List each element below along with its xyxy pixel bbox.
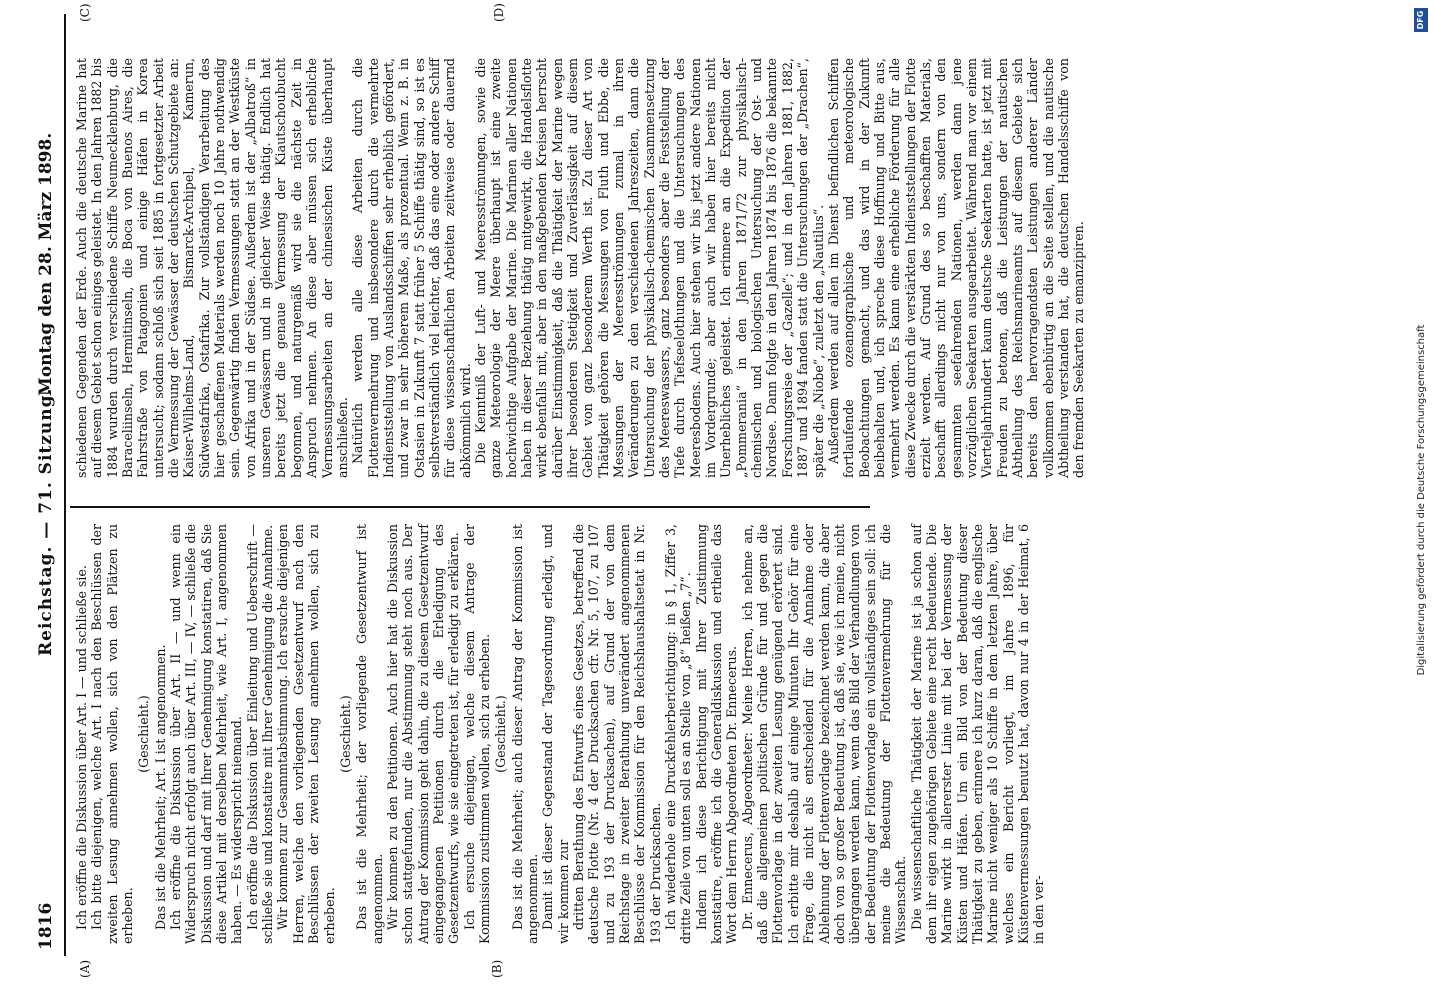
paragraph: Ich ersuche diejenigen, welche diesem Antrage der Kommission zustimmen wollen, sich zu erheben. [461, 524, 492, 944]
page-title: Reichstag. — 71. Sitzung. [36, 387, 56, 656]
paragraph: Das ist die Mehrheit; auch dieser Antrag der Kommission ist angenommen. [509, 524, 540, 944]
page-number: 1816 [36, 902, 56, 950]
paragraph: Wir kommen zur Gesammtabstimmung. Ich ersuche diejenigen Herren, welche den vorliegenden Gesetzentwurf nach den Beschlüssen der zweiten Lesung annehmen wollen, sich zu erheben. [275, 524, 337, 944]
side-note-text: Digitalisierung gefördert durch die Deutsche Forschungsgemeinschaft [1416, 324, 1427, 676]
dfg-logo [1414, 8, 1428, 32]
paragraph: (Geschieht.) [493, 695, 509, 773]
paragraph: Außerdem werden auf allen im Dienst befindlichen Schiffen fortlaufende ozeanographische und meteorologische Beobachtungen gemacht, und das wird in der Zukunft beibehalten und, ich spreche diese Hoffnung und Bitte aus, vermehrt werden. Es kann eine erhebliche Förderung für alle diese Zwecke durch die verstärkten Indienststellungen der Flotte erzielt werden. Auf Grund des so beschafften Materials, beschafft allerdings nicht nur von uns, sondern von den gesammten seefahrenden Nationen, werden dann jene vorzüglichen Seekarten ausgearbeitet. Während man vor einem Vierteljahrhundert kaum deutsche Seekarten hatte, ist jetzt mit Freuden zu betonen, daß die Leistungen der nautischen Abtheilung des Reichsmarineamts auf diesem Gebiete sich bereits den hervorragendsten Leistungen anderer Länder vollkommen ebenbürtig an die Seite stellen, und die nautische Abtheilung verstanden hat, die deutschen Handelsschiffe von den fremden Seekarten zu emanzipiren. [825, 58, 1087, 478]
paragraph: Ich bitte diejenigen, welche Art. I nach den Beschlüssen der zweiten Lesung annehmen wollen, sich von den Plätzen zu erheben. [89, 524, 136, 944]
dfg-logo-text: DFG [1416, 10, 1425, 30]
paragraph: (Geschieht.) [136, 695, 152, 773]
margin-marker-a: (A) [78, 959, 92, 978]
page-header [0, 14, 70, 986]
right-column [74, 58, 1087, 478]
left-column [74, 524, 1047, 944]
side-note [1410, 12, 1434, 988]
paragraph: dritten Berathung des Entwurfs eines Gesetzes, betreffend die deutsche Flotte (Nr. 4 der Drucksachen cfr. Nr. 5, 107, zu 107 und zu 193 der Drucksachen), auf Grund der von dem Reichstage in zweiter Berathung unverändert angenommenen Beschlüsse der Kommission für den Reichshaushaltsetat in Nr. 193 der Drucksachen. [571, 524, 663, 944]
margin-marker-d: (D) [492, 3, 506, 22]
paragraph: Wir kommen zu den Petitionen. Auch hier hat die Diskussion schon stattgefunden, nur die Abstimmung steht noch aus. Der Antrag der Kommission geht dahin, die zu diesem Gesetzentwurf eingegangenen Petitionen durch die Erledigung des Gesetzentwurfs, wie sie eingetreten ist, für erledigt zu erklären. [384, 524, 462, 944]
paragraph: Dr. Ennecerus, Abgeordneter: Meine Herren, ich nehme an, daß die allgemeinen politischen Gründe für und gegen die Flottenvorlage in der zweiten Lesung genügend erörtert sind. Ich erbitte mir deshalb auf einige Minuten Ihr Gehör für eine Frage, die nicht als entscheidend für die Annahme oder Ablehnung der Flottenvorlage bezeichnet werden kann, die aber doch von so großer Bedeutung ist, daß sie, wie ich meine, nicht übergangen werden kann, wenn das Bild der Verhandlungen von der Bedeutung der Flottenvorlage ein vollständiges sein soll: ich meine die Bedeutung der Flottenvermehrung für die Wissenschaft. [739, 524, 909, 944]
paragraph: Die wissenschaftliche Thätigkeit der Marine ist ja schon auf dem ihr eigen zugehörigen Gebiete eine recht bedeutende. Die Marine wirkt in allererster Linie mit bei der Vermessung der Küsten und Häfen. Um ein Bild von der Bedeutung dieser Thätigkeit zu geben, erinnere ich kurz daran, daß die englische Marine nicht weniger als 10 Schiffe in dem letzten Jahre, über welches ein Bericht vorliegt, im Jahre 1896, für Küstenvermessungen benutzt hat, davon nur 4 in der Heimat, 6 in den ver- [908, 524, 1047, 944]
paragraph: Ich wiederhole eine Druckfehlerberichtigung: in § 1, Ziffer 3, dritte Zeile von unten soll es an Stelle von „8“ heißen „7“. [663, 524, 694, 944]
paragraph: Das ist die Mehrheit; Art. I ist angenommen. [152, 644, 168, 930]
paragraph: Ich eröffne die Diskussion über Einleitung und Ueberschrift — schließe sie und konstatire mit Ihrer Genehmigung die Annahme. [244, 524, 276, 944]
header-rule [64, 14, 66, 956]
page-date: Montag den 28. März 1898. [36, 132, 56, 396]
paragraph: schiedenen Gegenden der Erde. Auch die deutsche Marine hat auf diesem Gebiet schon einiges geleistet. In den Jahren 1882 bis 1884 wurden durch verschiedene Schiffe Neumecklenburg, die Baraceliinseln, Hermitinseln, die Boca von Buenos Aires, die Fahrstraße von Patagonien und einige Häfen in Korea untersucht; sodann schloß sich seit 1885 in fortgesetzter Arbeit die Vermessung der Gewässer der deutschen Schutzgebiete an: Kaiser-Wilhelms-Land, Bismarck-Archipel, Kamerun, Südwestafrika, Ostafrika. Zur vollständigen Verarbeitung des hier geschaffenen Materials werden noch 10 Jahre nothwendig sein. Gegenwärtig finden Vermessungen statt an der Westküste von Afrika und in der Südsee. Außerdem ist der „Albatroß“ in unseren Gewässern und in gleicher Weise thätig. Endlich hat bereits jetzt die genaue Vermessung der Kiautschoubucht begonnen, und naturgemäß wird sie die nächste Zeit in Anspruch nehmen. An diese aber müssen sich erhebliche Vermessungsarbeiten an der chinesischen Küste überhaupt anschließen. [74, 58, 350, 478]
paragraph: Die Kenntniß der Luft- und Meeresströmungen, sowie die ganze Meteorologie der Meere überhaupt ist eine zweite hochwichtige Aufgabe der Marine. Die Marinen aller Nationen haben in dieser Beziehung thätig mitgewirkt, die Handelsflotte wirkt ebenfalls mit, aber in den maßgebenden Kreisen herrscht darüber Einstimmigkeit, daß die Thätigkeit der Marine wegen ihrer besonderen Stetigkeit und Zuverlässigkeit auf diesem Gebiet von ganz besonderem Werth ist. Zu dieser Art von Thätigkeit gehören die Messungen von Fluth und Ebbe, die Messungen der Meeresströmungen zumal in ihren Veränderungen zu den verschiedenen Jahreszeiten, dann die Untersuchung der physikalisch-chemischen Zusammensetzung des Meereswassers, ganz besonders aber die Feststellung der Tiefe durch Tiefseelothungen und die Untersuchungen des Meeresbodens. Auch hier stehen wir bis jetzt andere Nationen im Vordergrunde; aber auch wir haben hier bereits nicht Unerhebliches geleistet. Ich erinnere an die Expedition der „Pommerania“ in den Jahren 1871/72 zur physikalisch-chemischen und biologischen Untersuchung der Ost- und Nordsee. Dann folgte in den Jahren 1874 bis 1876 die bekannte Forschungsreise der „Gazelle“; und in den Jahren 1881, 1882, 1887 und 1894 fanden statt die Untersuchungen der „Drachen“, später die „Niobe“, zuletzt den „Nautilus“. [472, 58, 826, 478]
paragraph: Indem ich diese Berichtigung mit Ihrer Zustimmung konstatire, eröffne ich die Generaldiskussion und ertheile das Wort dem Herrn Abgeordneten Dr. Ennecerus. [693, 524, 740, 944]
margin-marker-c: (C) [78, 3, 92, 22]
paragraph: Ich eröffne die Diskussion über Art. I — und schließe sie. [74, 565, 89, 930]
margin-marker-b: (B) [490, 959, 504, 978]
column-divider [70, 506, 870, 508]
paragraph: Das ist die Mehrheit; der vorliegende Gesetzentwurf ist angenommen. [354, 524, 385, 944]
paragraph: Natürlich werden alle diese Arbeiten durch die Flottenvermehrung und insbesondere durch die vermehrte Indienststellung von Auslandsschiffen sehr erheblich gefördert, und zwar in sehr höherem Maße, als prozentual. Wenn z. B. in Ostasien in Zukunft 7 statt früher 5 Schiffe thätig sind, so ist es selbstverständlich viel leichter, daß das eine oder andere Schiff für diese wissenschaftlichen Arbeiten zeitweise oder dauernd abkömmlich wird. [350, 58, 473, 478]
paragraph: Damit ist dieser Gegenstand der Tagesordnung erledigt, und wir kommen zur [540, 524, 571, 944]
paragraph: Ich eröffne die Diskussion über Art. II — und wenn ein Widerspruch nicht erfolgt auch über Art. III, — IV, — schließe die Diskussion und darf mit Ihrer Genehmigung konstatiren, daß Sie diese Artikel mit derselben Mehrheit, wie Art. I, angenommen haben. — Es widerspricht niemand. [168, 524, 245, 944]
paragraph: (Geschieht.) [337, 695, 353, 773]
